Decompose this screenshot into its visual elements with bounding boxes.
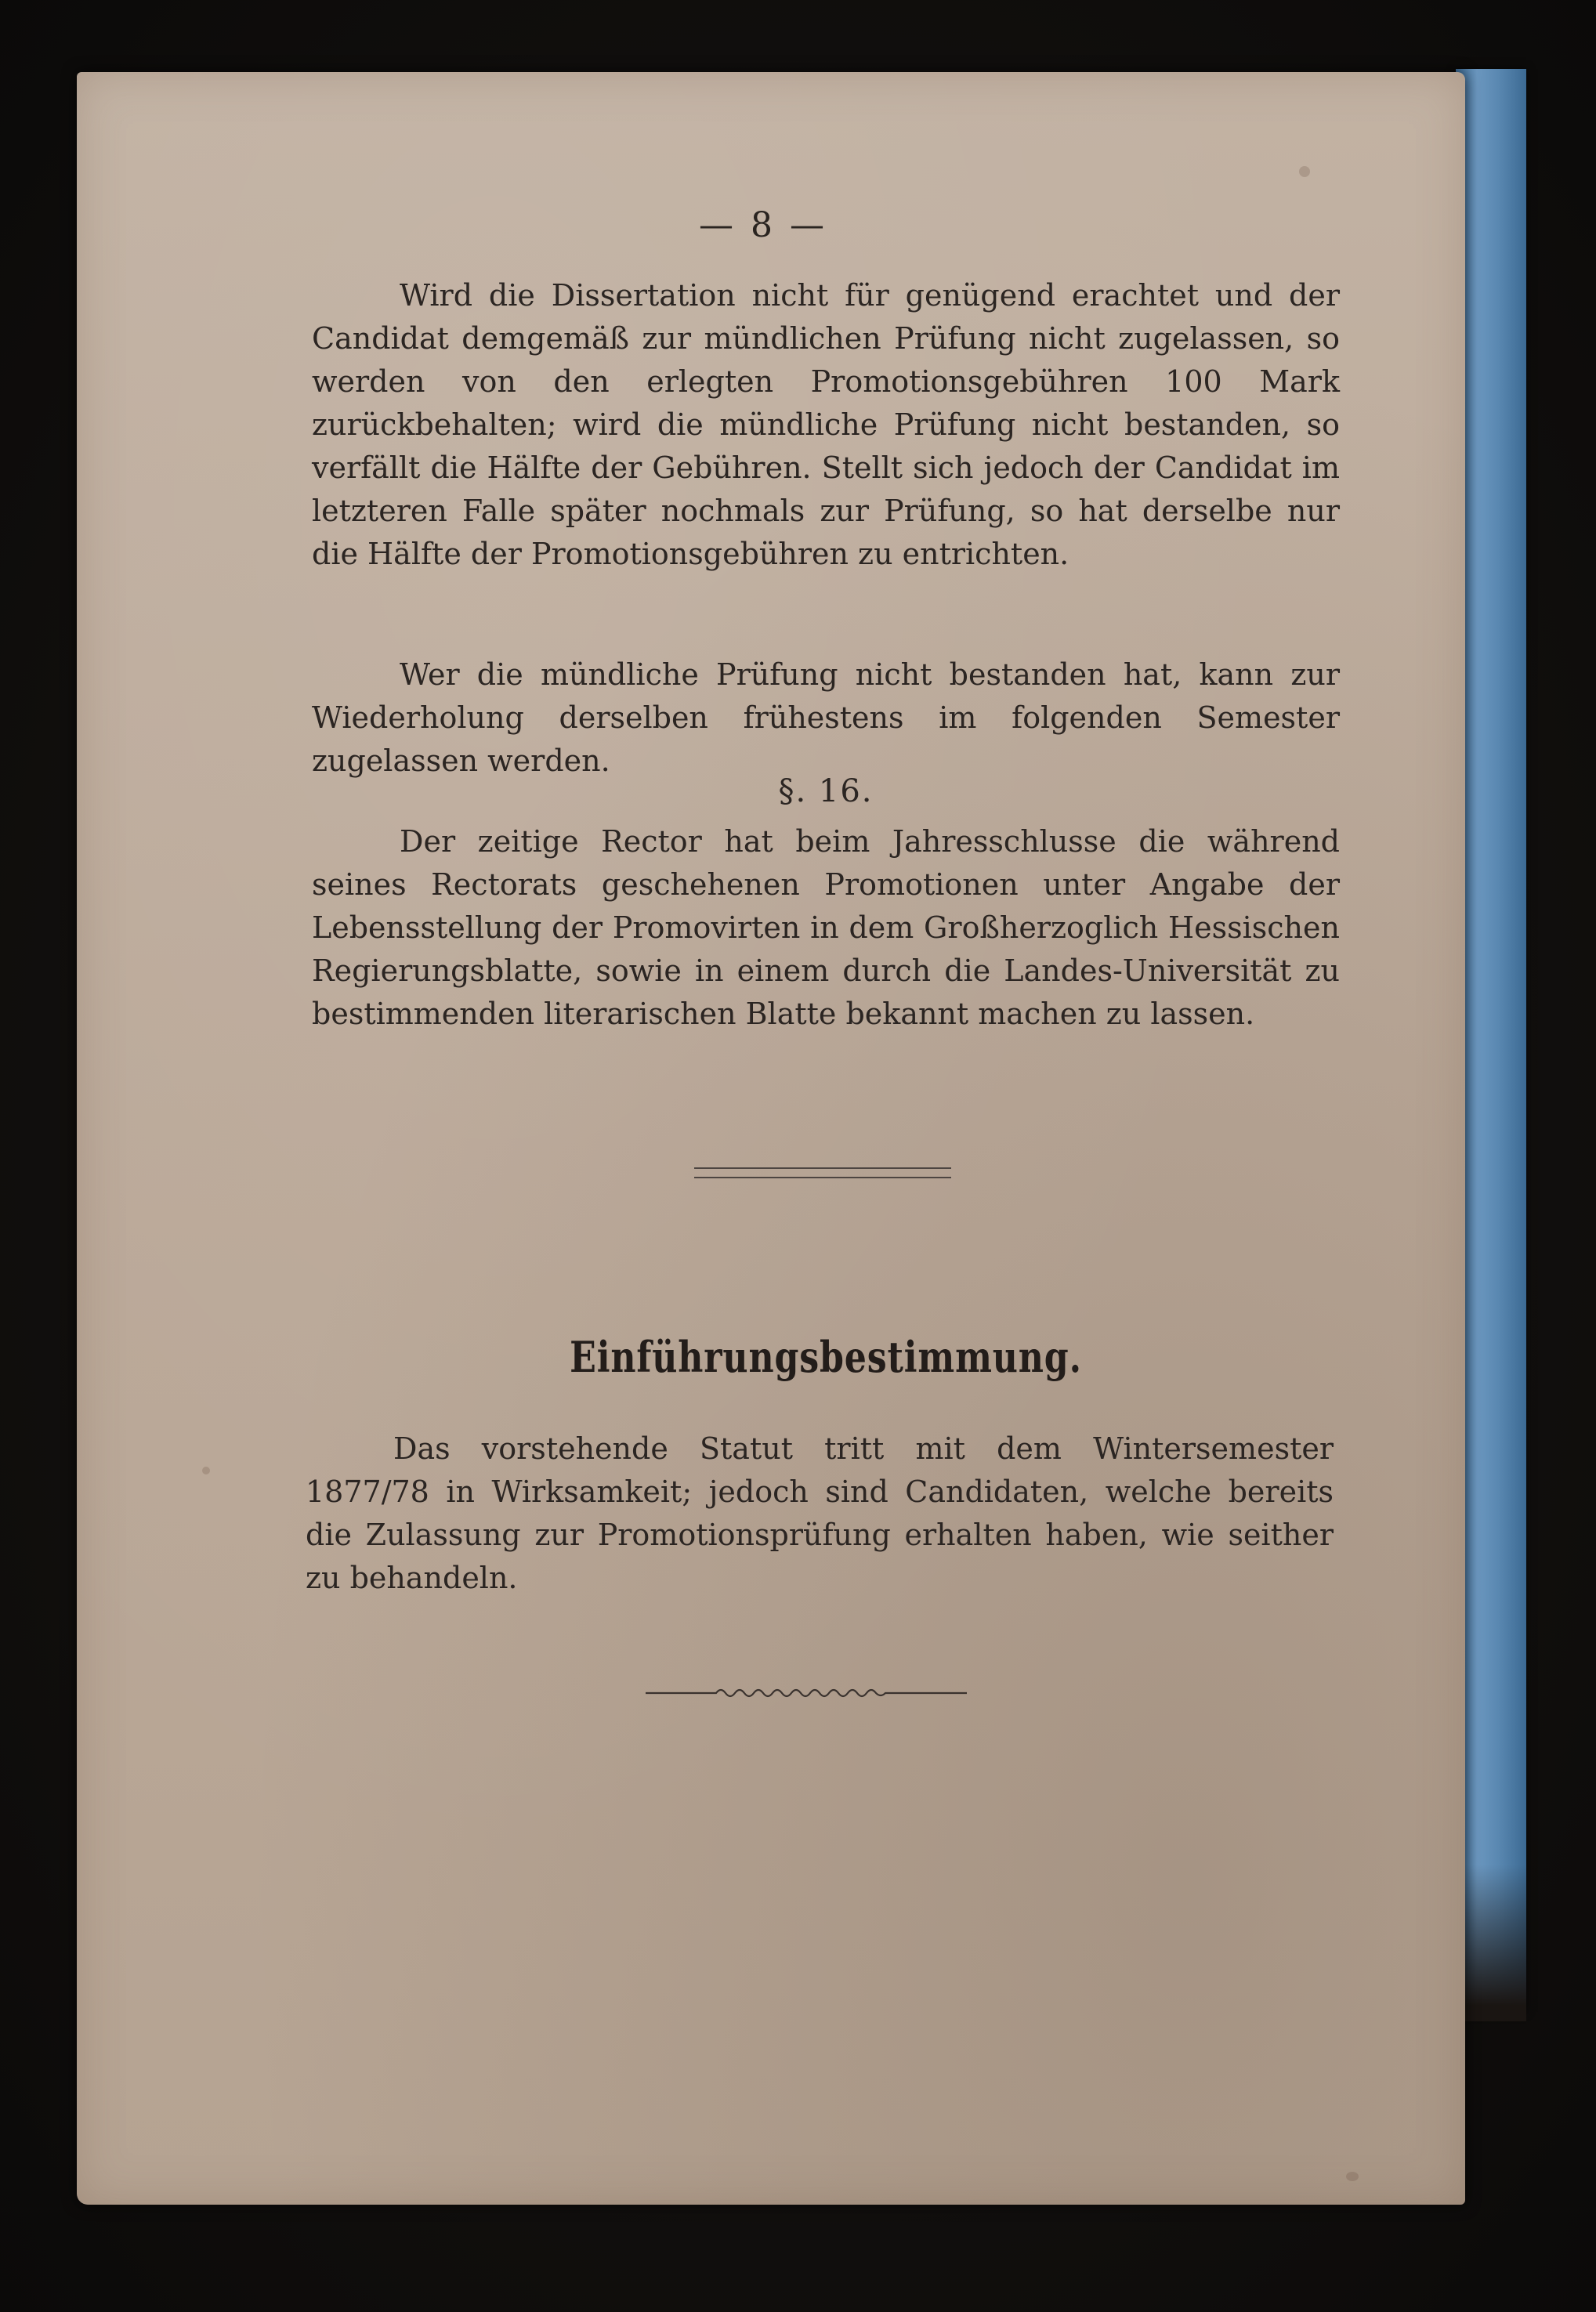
paragraph-text: Das vorstehende Statut tritt mit dem Wintersemester 1877/78 in Wirksamkeit; jedoch sind Candidaten, welche bereits die Zulassung zur Promotionsprüfung erhalten haben, wie seither zu behandeln.	[306, 1431, 1334, 1595]
page-number: — 8 —	[699, 205, 827, 245]
paragraph	[312, 274, 1340, 576]
paragraph-text: Wird die Dissertation nicht für genügend erachtet und der Candidat demgemäß zur mündlichen Prüfung nicht zugelassen, so werden von den erlegten Promotionsgebühren 100 Mark zurückbehalten; wird die mündliche Prüfung nicht bestanden, so verfällt die Hälfte der Gebühren. Stellt sich jedoch der Candidat im letzteren Falle später nochmals zur Prüfung, so hat derselbe nur die Hälfte der Promotionsgebühren zu entrichten.	[312, 278, 1340, 571]
paragraph	[306, 1427, 1334, 1600]
paragraph-text: Der zeitige Rector hat beim Jahresschlusse die während seines Rectorats geschehenen Promotionen unter Angabe der Lebensstellung der Promovirten in dem Großherzoglich Hessischen Regierungsblatte, sowie in einem durch die Landes-Universität zu bestimmenden literarischen Blatte bekannt machen zu lassen.	[312, 824, 1340, 1031]
paper-stain	[202, 1467, 210, 1474]
section-title: Einführungsbestimmung.	[570, 1332, 1082, 1382]
paper-stain	[1346, 2172, 1359, 2181]
cover-tear-shadow	[1456, 1865, 1526, 2021]
paragraph-text: Wer die mündliche Prüfung nicht bestanden hat, kann zur Wiederholung derselben frühestens im folgenden Semester zugelassen werden.	[312, 657, 1340, 778]
document-page	[77, 72, 1465, 2205]
paragraph	[312, 653, 1340, 783]
blue-cover-edge	[1456, 69, 1526, 2012]
wavy-ornament-divider	[646, 1682, 967, 1702]
double-rule-divider	[694, 1167, 951, 1178]
section-heading: §. 16.	[778, 773, 874, 809]
paragraph	[312, 820, 1340, 1036]
paper-stain	[1299, 166, 1310, 177]
